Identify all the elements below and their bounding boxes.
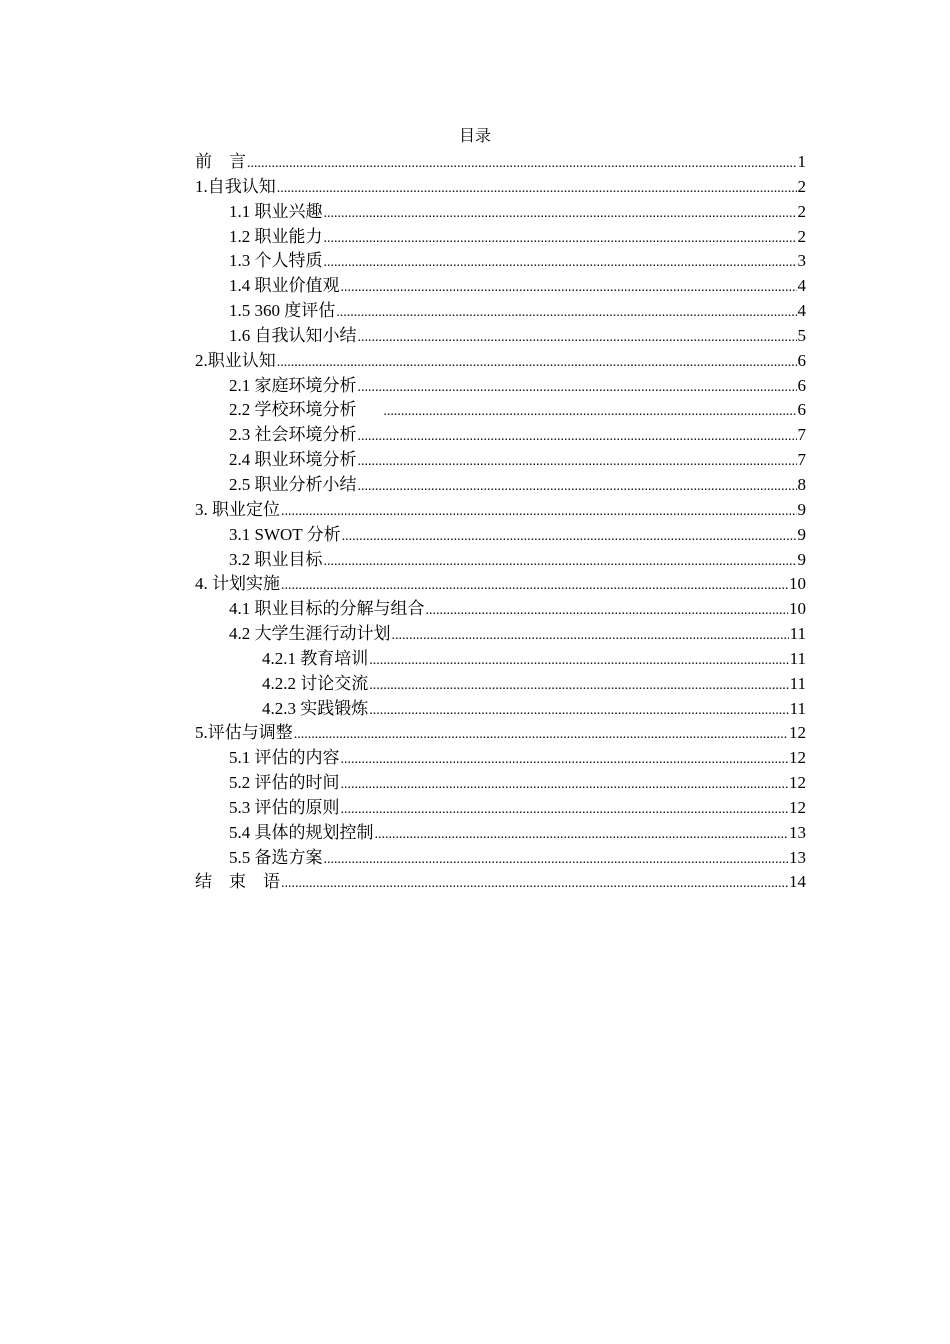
toc-dot-leader xyxy=(277,351,797,375)
toc-entry-label: 2.职业认知 xyxy=(195,350,276,370)
toc-entry-page-number: 8 xyxy=(797,474,806,494)
toc-entry[interactable] xyxy=(195,498,806,523)
toc-dot-leader xyxy=(383,400,796,424)
toc-entry-label: 2.3 社会环境分析 xyxy=(229,425,357,445)
toc-entry[interactable] xyxy=(195,448,806,473)
toc-dot-leader xyxy=(341,773,789,797)
toc-entry-page-number: 4 xyxy=(797,276,806,296)
toc-dot-leader xyxy=(341,276,797,300)
toc-entry-label: 1.4 职业价值观 xyxy=(229,276,340,296)
toc-entry-page-number: 14 xyxy=(789,872,806,892)
toc-entry-page-number: 12 xyxy=(789,797,806,817)
toc-entry[interactable] xyxy=(195,647,806,672)
toc-entry-label: 1.1 职业兴趣 xyxy=(229,201,323,221)
toc-dot-leader xyxy=(294,723,788,747)
toc-entry-label: 1.6 自我认知小结 xyxy=(229,325,357,345)
toc-entry-page-number: 12 xyxy=(789,773,806,793)
toc-dot-leader xyxy=(341,798,789,822)
toc-dot-leader xyxy=(277,177,797,201)
toc-entry-label: 5.评估与调整 xyxy=(195,723,293,743)
toc-dot-leader xyxy=(324,550,797,574)
toc-entry-page-number: 6 xyxy=(797,400,806,420)
toc-entry-label: 4.2.2 讨论交流 xyxy=(262,673,369,693)
toc-dot-leader xyxy=(369,649,788,673)
toc-entry[interactable] xyxy=(195,398,806,423)
toc-dot-leader xyxy=(358,450,797,474)
toc-entry-label: 2.2 学校环境分析 xyxy=(229,400,357,420)
toc-entry[interactable] xyxy=(195,249,806,274)
toc-entry-page-number: 9 xyxy=(797,549,806,569)
toc-entry[interactable] xyxy=(195,423,806,448)
toc-dot-leader xyxy=(281,574,788,598)
toc-entry[interactable] xyxy=(195,697,806,722)
toc-entry-page-number: 7 xyxy=(797,425,806,445)
toc-entry[interactable] xyxy=(195,324,806,349)
toc-dot-leader xyxy=(375,823,789,847)
toc-entry-label: 3. 职业定位 xyxy=(195,499,280,519)
toc-dot-leader xyxy=(324,251,797,275)
toc-dot-leader xyxy=(369,699,788,723)
toc-entry-page-number: 2 xyxy=(797,226,806,246)
toc-entry[interactable] xyxy=(195,821,806,846)
toc-entry-label: 3.2 职业目标 xyxy=(229,549,323,569)
toc-dot-leader xyxy=(281,500,797,524)
toc-entry[interactable] xyxy=(195,771,806,796)
toc-dot-leader xyxy=(247,152,797,176)
toc-entry[interactable] xyxy=(195,150,806,175)
toc-entry-page-number: 7 xyxy=(797,450,806,470)
toc-dot-leader xyxy=(358,326,797,350)
toc-entry-page-number: 1 xyxy=(797,152,806,171)
toc-entry-page-number: 12 xyxy=(789,748,806,768)
toc-entry-label: 4.2.3 实践锻炼 xyxy=(262,698,369,718)
toc-entry-page-number: 13 xyxy=(789,822,806,842)
toc-entry[interactable] xyxy=(195,796,806,821)
toc-dot-leader xyxy=(392,624,789,648)
toc-entry-page-number: 11 xyxy=(789,648,806,668)
toc-entry-page-number: 9 xyxy=(797,524,806,544)
toc-dot-leader xyxy=(324,202,797,226)
toc-entry-label: 1.2 职业能力 xyxy=(229,226,323,246)
toc-entry[interactable] xyxy=(195,200,806,225)
toc-entry-label: 2.4 职业环境分析 xyxy=(229,450,357,470)
toc-entry-label: 5.1 评估的内容 xyxy=(229,748,340,768)
toc-title: 目录 xyxy=(458,128,491,145)
toc-entry-page-number: 11 xyxy=(789,624,806,644)
toc-entry-label: 前 言 xyxy=(195,152,246,171)
toc-entry-label: 3.1 SWOT 分析 xyxy=(229,524,341,544)
toc-entry-label: 4.2.1 教育培训 xyxy=(262,648,369,668)
toc-dot-leader xyxy=(281,872,788,896)
toc-dot-leader xyxy=(369,674,788,698)
toc-entry-label: 5.4 具体的规划控制 xyxy=(229,822,374,842)
toc-entry-label: 4.1 职业目标的分解与组合 xyxy=(229,599,425,619)
toc-entry-page-number: 13 xyxy=(789,847,806,867)
toc-dot-leader xyxy=(358,376,797,400)
toc-entry[interactable] xyxy=(195,349,806,374)
toc-entry-page-number: 9 xyxy=(797,499,806,519)
toc-entry[interactable] xyxy=(195,572,806,597)
toc-entry-page-number: 2 xyxy=(797,201,806,221)
toc-entry-label: 5.2 评估的时间 xyxy=(229,773,340,793)
toc-dot-leader xyxy=(324,848,789,872)
toc-entry[interactable] xyxy=(195,299,806,324)
toc-entry[interactable] xyxy=(195,870,806,895)
toc-entry[interactable] xyxy=(195,721,806,746)
toc-entry[interactable] xyxy=(195,374,806,399)
toc-entry-label: 1.5 360 度评估 xyxy=(229,301,336,321)
toc-dot-leader xyxy=(341,748,789,772)
toc-entry-page-number: 4 xyxy=(797,301,806,321)
toc-entry[interactable] xyxy=(195,672,806,697)
table-of-contents xyxy=(195,150,806,895)
toc-entry-page-number: 6 xyxy=(797,375,806,395)
toc-dot-leader xyxy=(358,475,797,499)
toc-entry[interactable] xyxy=(195,175,806,200)
toc-entry-label: 2.5 职业分析小结 xyxy=(229,474,357,494)
toc-entry-page-number: 12 xyxy=(789,723,806,743)
toc-entry-label: 4. 计划实施 xyxy=(195,574,280,594)
toc-entry[interactable] xyxy=(195,225,806,250)
toc-entry[interactable] xyxy=(195,473,806,498)
toc-entry[interactable] xyxy=(195,622,806,647)
toc-entry-page-number: 10 xyxy=(789,574,806,594)
toc-entry-label: 1.自我认知 xyxy=(195,176,276,196)
toc-entry-label: 5.5 备选方案 xyxy=(229,847,323,867)
toc-entry-label: 2.1 家庭环境分析 xyxy=(229,375,357,395)
toc-entry-page-number: 6 xyxy=(797,350,806,370)
toc-entry-page-number: 3 xyxy=(797,251,806,271)
toc-entry[interactable] xyxy=(195,548,806,573)
toc-entry[interactable] xyxy=(195,597,806,622)
toc-dot-leader xyxy=(358,425,797,449)
toc-entry-label: 1.3 个人特质 xyxy=(229,251,323,271)
toc-entry-page-number: 11 xyxy=(789,673,806,693)
toc-entry-label: 4.2 大学生涯行动计划 xyxy=(229,624,391,644)
toc-entry-page-number: 2 xyxy=(797,176,806,196)
toc-entry-label: 结 束 语 xyxy=(195,872,280,892)
toc-entry[interactable] xyxy=(195,846,806,871)
toc-entry-label: 5.3 评估的原则 xyxy=(229,797,340,817)
toc-dot-leader xyxy=(426,599,789,623)
toc-dot-leader xyxy=(336,301,796,325)
toc-entry-page-number: 11 xyxy=(789,698,806,718)
toc-dot-leader xyxy=(324,227,797,251)
toc-entry-page-number: 5 xyxy=(797,325,806,345)
toc-entry[interactable] xyxy=(195,274,806,299)
toc-entry[interactable] xyxy=(195,746,806,771)
toc-dot-leader xyxy=(342,525,797,549)
toc-entry-page-number: 10 xyxy=(789,599,806,619)
toc-entry[interactable] xyxy=(195,523,806,548)
